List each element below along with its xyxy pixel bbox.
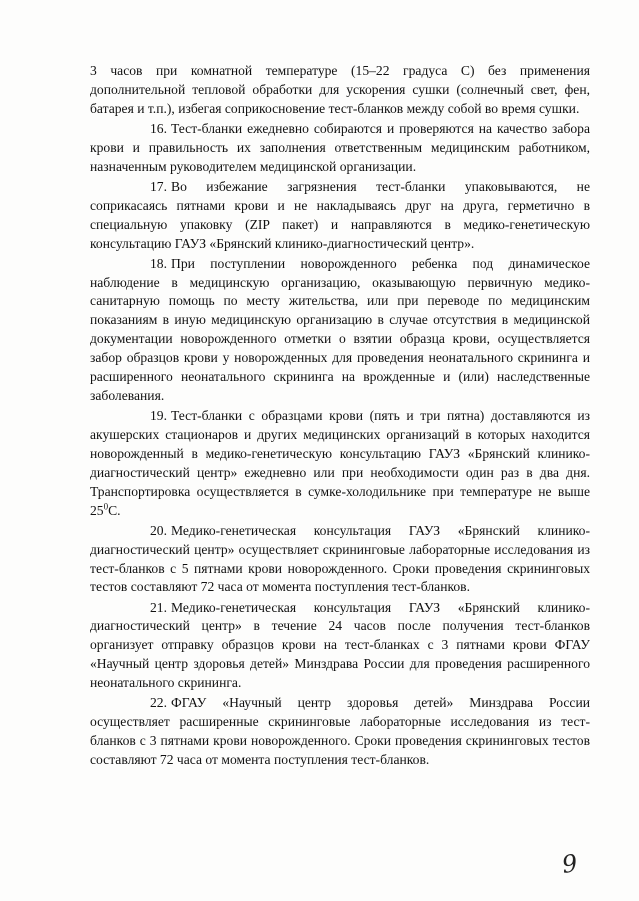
handwritten-page-number: 9 bbox=[560, 849, 580, 879]
paragraph-19 bbox=[90, 407, 590, 520]
paragraph-text: Тест-бланки с образцами крови (пять и три пятна) доставляются из акушерских стационаров и других медицинских организаций в которых находится новорожденный в медико-генетическую консультацию ГАУЗ «Брянский клинико-диагностический центр» ежедневно или при необходимости один раз в два дня. Транспортировка осуществляется в сумке-холодильнике при температуре не выше 25 bbox=[90, 408, 590, 518]
paragraph-text: 3 часов при комнатной температуре (15–22 градуса С) без применения дополнительной тепловой обработки для ускорения сушки (солнечный свет, фен, батарея и т.п.), избегая соприкосновение тест-бланков между собой во время сушки. bbox=[90, 63, 590, 116]
paragraph-continuation bbox=[90, 62, 590, 119]
paragraph-tail: С. bbox=[108, 502, 121, 518]
paragraph-text: Тест-бланки ежедневно собираются и проверяются на качество забора крови и правильность их заполнения ответственным медицинским работником, назначенным руководителем медицинской организации. bbox=[90, 120, 590, 174]
paragraph-text: Во избежание загрязнения тест-бланки упаковываются, не соприкасаясь пятнами крови и не накладываясь друг на друга, герметично в специальную упаковку (ZIP пакет) и направляются в медико-генетическую консультацию ГАУЗ «Брянский клинико-диагностический центр». bbox=[90, 178, 590, 251]
paragraph-number: 16. bbox=[150, 120, 167, 136]
paragraph-22 bbox=[90, 694, 590, 770]
paragraph-18 bbox=[90, 255, 590, 406]
paragraph-text: При поступлении новорожденного ребенка под динамическое наблюдение в медицинскую организацию, оказывающую первичную медико-санитарную помощь по месту жительства, или при переводе по медицинским показаниям в иную медицинскую организацию в случае отсутствия в медицинской документации новорожденного отметки о взятии образца крови, осуществляется забор образцов крови у новорожденных для проведения неонатального скрининга и расширенного неонатального скрининга на врожденные и (или) наследственные заболевания. bbox=[90, 255, 590, 403]
paragraph-number: 18. bbox=[150, 255, 167, 271]
paragraph-16 bbox=[90, 120, 590, 177]
paragraph-number: 22. bbox=[150, 695, 167, 711]
paragraph-number: 21. bbox=[150, 599, 167, 615]
paragraph-21 bbox=[90, 599, 590, 694]
paragraph-17 bbox=[90, 178, 590, 254]
degree-superscript: 0 bbox=[103, 501, 109, 512]
paragraph-text: ФГАУ «Научный центр здоровья детей» Минздрава России осуществляет расширенные скрининговые лабораторные исследования из тест-бланков с 3 пятнами крови новорожденного. Сроки проведения скрининговых тестов составляют 72 часа от момента поступления тест-бланков. bbox=[90, 695, 590, 767]
paragraph-number: 17. bbox=[150, 178, 167, 194]
paragraph-number: 19. bbox=[150, 408, 167, 424]
paragraph-text: Медико-генетическая консультация ГАУЗ «Брянский клинико-диагностический центр» осуществляет скрининговые лабораторные исследования из тест-бланков с 5 пятнами крови новорожденного. Сроки проведения скрининговых тестов составляют 72 часа от момента поступления тест-бланков. bbox=[90, 522, 590, 595]
paragraph-number: 20. bbox=[150, 522, 167, 538]
paragraph-text: Медико-генетическая консультация ГАУЗ «Брянский клинико-диагностический центр» в течение 24 часов после получения тест-бланков организует отправку образцов крови на тест-бланках с 3 пятнами крови ФГАУ «Научный центр здоровья детей» Минздрава России для проведения расширенного неонатального скрининга. bbox=[90, 599, 590, 691]
document-body bbox=[90, 62, 590, 771]
paragraph-20 bbox=[90, 522, 590, 598]
